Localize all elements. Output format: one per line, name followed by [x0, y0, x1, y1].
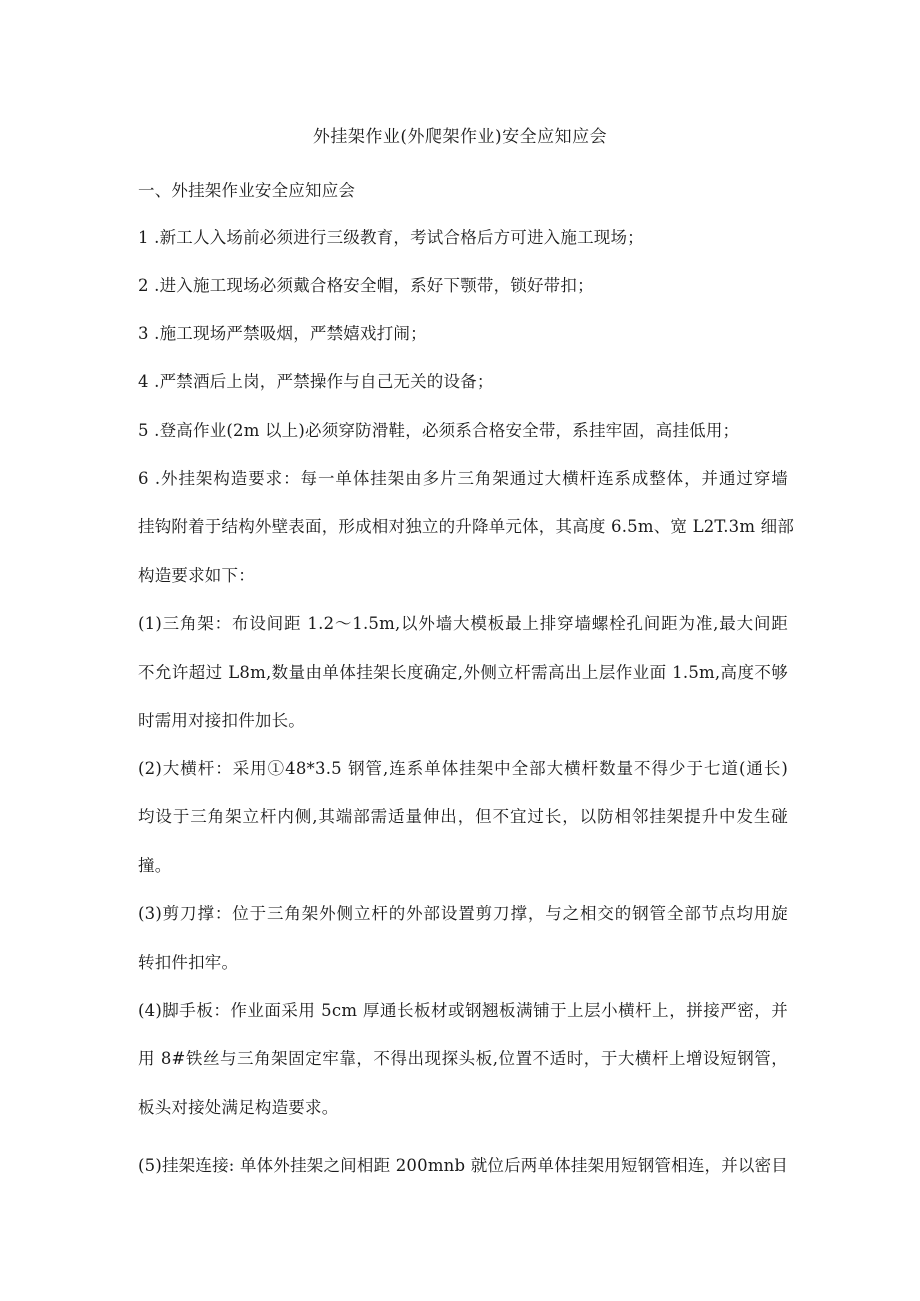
paragraph-line: 撞。 [138, 856, 172, 875]
paragraph-line: 4 .严禁酒后上岗，严禁操作与自己无关的设备； [138, 372, 494, 391]
paragraph-line: 时需用对接扣件加长。 [138, 711, 305, 730]
paragraph-line: 2 .进入施工现场必须戴合格安全帽，系好下颚带，锁好带扣； [138, 276, 594, 295]
paragraph-line: 1 .新工人入场前必须进行三级教育，考试合格后方可进入施工现场； [138, 228, 644, 247]
paragraph-line: 构造要求如下： [138, 566, 255, 585]
paragraph-line: (5)挂架连接: 单体外挂架之间相距 200mnb 就位后两单体挂架用短钢管相连，并以密目 [138, 1156, 788, 1175]
paragraph-line: 板头对接处满足构造要求。 [138, 1098, 339, 1117]
paragraph-line: 3 .施工现场严禁吸烟，严禁嬉戏打闹； [138, 324, 427, 343]
paragraph-line: 挂钩附着于结构外壁表面，形成相对独立的升降单元体，其高度 6.5m、宽 L2T.3m 细部 [138, 517, 795, 536]
paragraph-line: (4)脚手板：作业面采用 5cm 厚通长板材或钢翘板满铺于上层小横杆上，拼接严密，并 [138, 1001, 788, 1020]
section-heading: 一、外挂架作业安全应知应会 [138, 181, 356, 200]
paragraph-line: 转扣件扣牢。 [138, 953, 239, 972]
paragraph-line: (3)剪刀撑：位于三角架外侧立杆的外部设置剪刀撑，与之相交的钢管全部节点均用旋 [138, 904, 788, 923]
document-title: 外挂架作业(外爬架作业)安全应知应会 [312, 127, 608, 147]
paragraph-line: 不允许超过 L8m,数量由单体挂架长度确定,外侧立杆需高出上层作业面 1.5m,高度不够 [138, 663, 788, 682]
paragraph-line: 用 8#铁丝与三角架固定牢靠，不得出现探头板,位置不适时，于大横杆上增设短钢管， [138, 1049, 788, 1068]
paragraph-line: (1)三角架：布设间距 1.2～1.5m,以外墙大模板最上排穿墙螺栓孔间距为准,最大间距 [138, 614, 788, 633]
paragraph-line: 5 .登高作业(2m 以上)必须穿防滑鞋，必须系合格安全带，系挂牢固，高挂低用； [138, 421, 740, 440]
paragraph-line: (2)大横杆：采用①48*3.5 钢管,连系单体挂架中全部大横杆数量不得少于七道(通长) [138, 759, 788, 778]
paragraph-line: 均设于三角架立杆内侧,其端部需适量伸出，但不宜过长，以防相邻挂架提升中发生碰 [138, 807, 788, 826]
paragraph-line: 6 .外挂架构造要求：每一单体挂架由多片三角架通过大横杆连系成整体，并通过穿墙 [138, 469, 788, 488]
